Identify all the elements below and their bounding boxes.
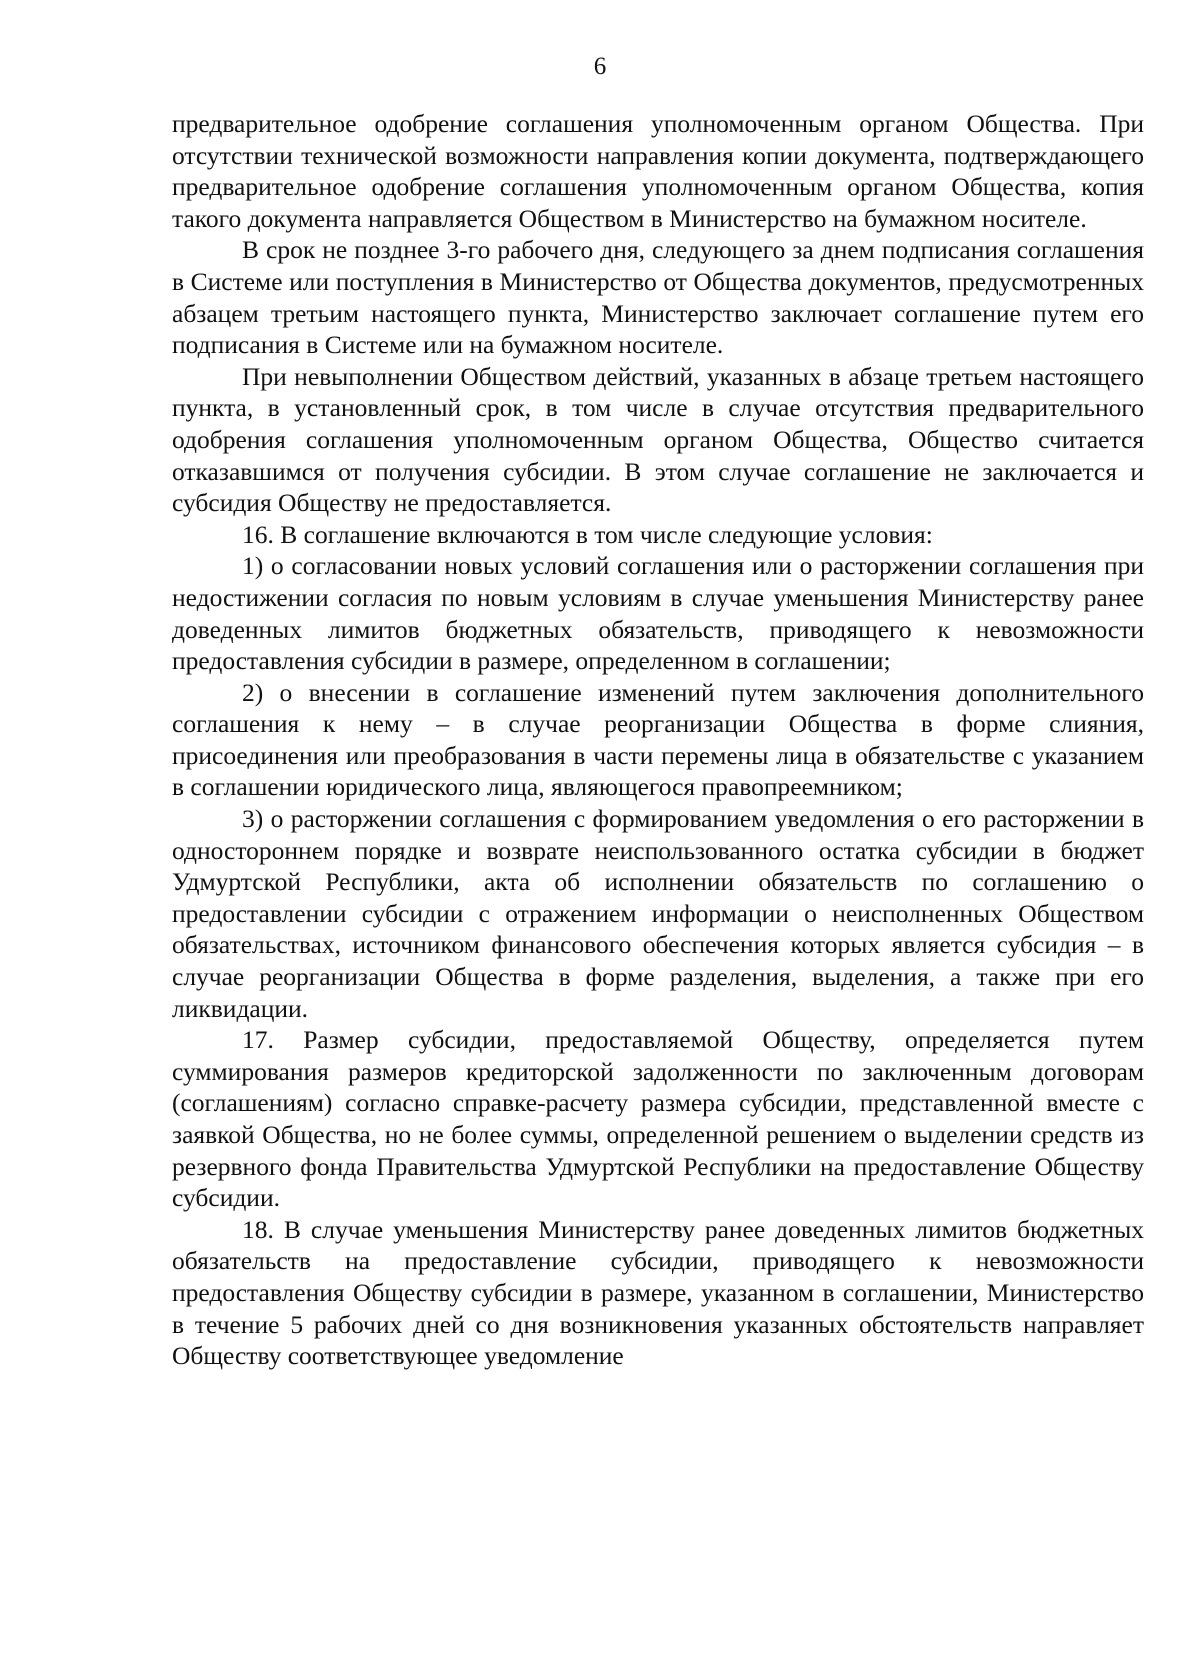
- paragraph-item-16-3: 3) о расторжении соглашения с формированием уведомления о его расторжении в одностороннем порядке и возврате неиспользованного остатка субсидии в бюджет Удмуртской Республики, акта об исполнении обязательств по соглашению о предоставлении субсидии с отражением информации о неисполненных Обществом обязательствах, источником финансового обеспечения которых является субсидия – в случае реорганизации Общества в форме разделения, выделения, а также при его ликвидации.: [172, 804, 1144, 1023]
- paragraph-item-16: 16. В соглашение включаются в том числе следующие условия:: [242, 519, 933, 549]
- paragraph-continuation: предварительное одобрение соглашения уполномоченным органом Общества. При отсутствии технической возможности направления копии документа, подтверждающего предварительное одобрение соглашения уполномоченным органом Общества, копия такого документа направляется Обществом в Министерство на бумажном носителе.: [172, 109, 1144, 233]
- page-number: 6: [593, 53, 607, 80]
- paragraph-signing-deadline: В срок не позднее 3-го рабочего дня, следующего за днем подписания соглашения в Системе или поступления в Министерство от Общества документов, предусмотренных абзацем третьим настоящего пункта, Министерство заключает соглашение путем его подписания в Системе или на бумажном носителе.: [172, 235, 1144, 360]
- paragraph-refusal: При невыполнении Обществом действий, указанных в абзаце третьем настоящего пункта, в установленный срок, в том числе в случае отсутствия предварительного одобрения соглашения уполномоченным органом Общества, Общество считается отказавшимся от получения субсидии. В этом случае соглашение не заключается и субсидия Обществу не предоставляется.: [172, 361, 1144, 518]
- document-body: [172, 108, 1144, 1372]
- paragraph-item-16-1: 1) о согласовании новых условий соглашения или о расторжении соглашения при недостижении согласия по новым условиям в случае уменьшения Министерству ранее доведенных лимитов бюджетных обязательств, приводящего к невозможности предоставления субсидии в размере, определенном в соглашении;: [172, 551, 1144, 676]
- paragraph-item-17: 17. Размер субсидии, предоставляемой Обществу, определяется путем суммирования размеров кредиторской задолженности по заключенным договорам (соглашениям) согласно справке-расчету размера субсидии, представленной вместе с заявкой Общества, но не более суммы, определенной решением о выделении средств из резервного фонда Правительства Удмуртской Республики на предоставление Обществу субсидии.: [172, 1025, 1144, 1213]
- paragraph-item-18: 18. В случае уменьшения Министерству ранее доведенных лимитов бюджетных обязательств на предоставление субсидии, приводящего к невозможности предоставления Обществу субсидии в размере, указанном в соглашении, Министерство в течение 5 рабочих дней со дня возникновения указанных обстоятельств направляет Обществу соответствующее уведомление: [172, 1214, 1144, 1371]
- paragraph-item-16-2: 2) о внесении в соглашение изменений путем заключения дополнительного соглашения к нему – в случае реорганизации Общества в форме слияния, присоединения или преобразования в части перемены лица в обязательстве с указанием в соглашении юридического лица, являющегося правопреемником;: [172, 677, 1144, 802]
